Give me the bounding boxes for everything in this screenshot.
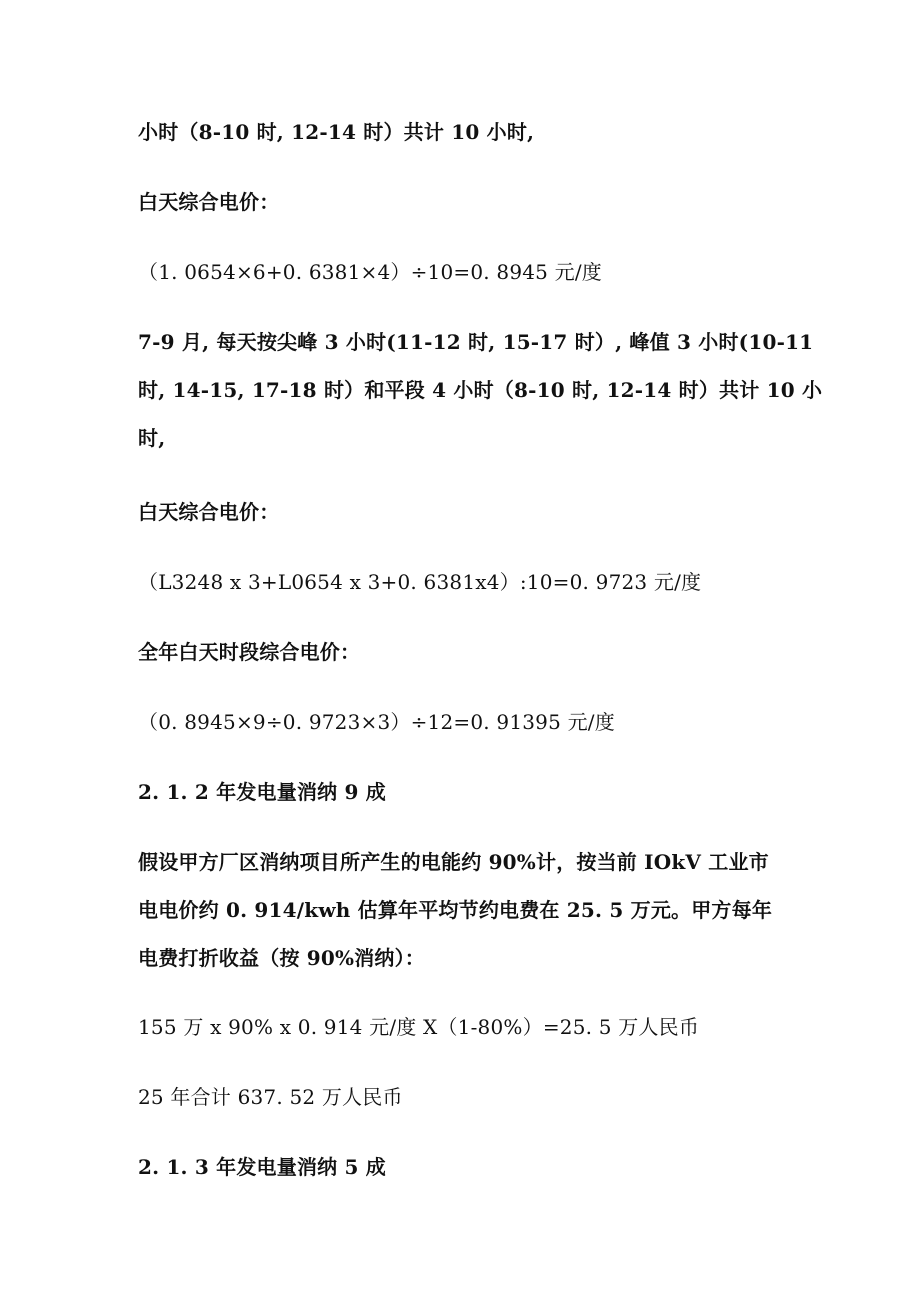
paragraph-jul-sep-line-3: 时,	[138, 426, 166, 450]
total-25-years: 25 年合计 637. 52 万人民币	[138, 1085, 403, 1109]
paragraph-jul-sep-line-2: 时, 14-15, 17-18 时）和平段 4 小时（8-10 时, 12-14 时）共计 10 小	[138, 378, 823, 402]
formula-annual-income: 155 万 x 90% x 0. 914 元/度 X（1-80%）=25. 5 万人民币	[138, 1015, 700, 1039]
formula-daytime-price-1: （1. 0654×6+0. 6381×4）÷10=0. 8945 元/度	[138, 260, 602, 284]
formula-annual-daytime-price: （0. 8945×9÷0. 9723×3）÷12=0. 91395 元/度	[138, 710, 615, 734]
paragraph-hours-continuation: 小时（8-10 时, 12-14 时）共计 10 小时,	[138, 120, 535, 144]
formula-daytime-price-2: （L3248 x 3+L0654 x 3+0. 6381x4）:10=0. 9723 元/度	[138, 570, 702, 594]
section-heading-2-1-3: 2. 1. 3 年发电量消纳 5 成	[138, 1155, 387, 1179]
paragraph-consumption-line-2: 电电价约 0. 914/kwh 估算年平均节约电费在 25. 5 万元。甲方每年	[138, 898, 773, 922]
paragraph-jul-sep-line-1: 7-9 月, 每天按尖峰 3 小时(11-12 时, 15-17 时）, 峰值 3 小时(10-11	[138, 330, 814, 354]
paragraph-consumption-line-1: 假设甲方厂区消纳项目所产生的电能约 90%计，按当前 IOkV 工业市	[138, 850, 769, 874]
section-heading-2-1-2: 2. 1. 2 年发电量消纳 9 成	[138, 780, 387, 804]
heading-daytime-price-1: 白天综合电价：	[138, 190, 280, 214]
paragraph-consumption-line-3: 电费打折收益（按 90%消纳）：	[138, 946, 425, 970]
heading-annual-daytime-price: 全年白天时段综合电价：	[138, 640, 361, 664]
heading-daytime-price-2: 白天综合电价：	[138, 500, 280, 524]
